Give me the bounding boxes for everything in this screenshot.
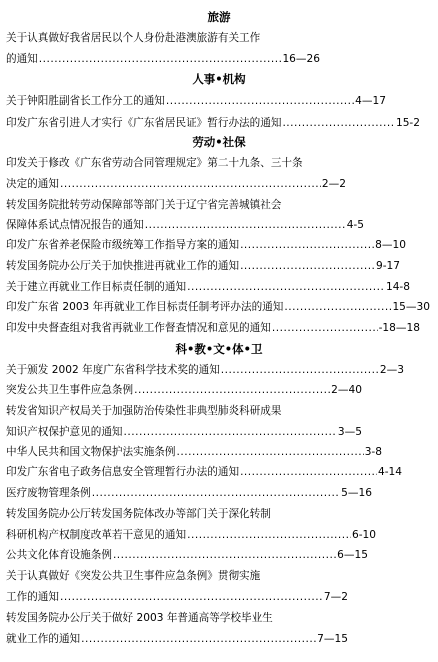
toc-page-number: 2—40 (331, 384, 362, 396)
toc-entry (6, 320, 420, 336)
toc-entry-title: 知识产权保护意见的通知 (6, 426, 123, 438)
toc-page-number: 4-14 (377, 466, 402, 478)
toc-entry-title: 科研机构产权制度改革若干意见的通知 (6, 529, 187, 541)
toc-entry (6, 176, 346, 192)
toc-entry-title: 中华人民共和国文物保护法实施条例 (6, 446, 176, 458)
toc-page-number: 3-8 (364, 446, 382, 458)
toc-entry (6, 217, 364, 233)
toc-entry-title: 关于建立再就业工作目标责任制的通知 (6, 281, 187, 293)
dot-leader (134, 382, 330, 398)
toc-entry (6, 299, 430, 315)
toc-page-number: 4—17 (355, 95, 386, 107)
dot-leader (113, 547, 336, 563)
toc-entry-title: 印发广东省 2003 年再就业工作目标责任制考评办法的通知 (6, 301, 284, 313)
toc-entry (6, 279, 410, 295)
dot-leader (240, 464, 377, 480)
section-heading-science-education: 科•教•文•体•卫 (175, 342, 263, 356)
toc-entry-title: 转发国务院办公厅关于加快推进再就业工作的通知 (6, 260, 240, 272)
toc-page-number: 2—2 (321, 178, 346, 190)
toc-entry-title: 突发公共卫生事件应急条例 (6, 384, 134, 396)
dot-leader (145, 217, 346, 233)
toc-entry-title: 的通知 (6, 53, 38, 65)
toc-entry (6, 444, 382, 460)
dot-leader (240, 258, 375, 274)
toc-entry-title: 决定的通知 (6, 178, 59, 190)
dot-leader (124, 424, 337, 440)
toc-entry (6, 589, 348, 605)
toc-page-number: 6-10 (351, 529, 376, 541)
toc-entry-title: 印发广东省电子政务信息安全管理暂行办法的通知 (6, 466, 240, 478)
toc-entry (6, 382, 362, 398)
toc-entry-title: 医疗废物管理条例 (6, 487, 91, 499)
toc-entry-line: 关于认真做好《突发公共卫生事件应急条例》贯彻实施 (6, 570, 261, 582)
dot-leader (187, 279, 385, 295)
dot-leader (221, 362, 379, 378)
toc-entry-line: 转发国务院办公厅转发国务院体改办等部门关于深化转制 (6, 508, 271, 520)
dot-leader (92, 485, 340, 501)
dot-leader (187, 527, 351, 543)
toc-page-number: 7—2 (323, 591, 348, 603)
toc-entry (6, 485, 372, 501)
toc-page-number: 15-2 (395, 117, 420, 129)
toc-entry-title: 关于颁发 2002 年度广东省科学技术奖的通知 (6, 364, 220, 376)
section-heading-labor: 劳动•社保 (192, 135, 246, 149)
dot-leader (166, 93, 354, 109)
toc-page-number: 3—5 (337, 426, 362, 438)
dot-leader (39, 51, 282, 67)
toc-entry (6, 237, 406, 253)
toc-entry-title: 印发广东省引进人才实行《广东省居民证》暂行办法的通知 (6, 117, 282, 129)
toc-page-number: 5—16 (341, 487, 372, 499)
toc-entry (6, 631, 348, 647)
toc-page-number: 15—30 (392, 301, 430, 313)
toc-entry (6, 464, 402, 480)
toc-page-number: 8—10 (375, 239, 406, 251)
toc-entry-line: 印发关于修改《广东省劳动合同管理规定》第二十九条、三十条 (6, 157, 303, 169)
toc-entry (6, 527, 376, 543)
toc-entry-line: 转发省知识产权局关于加强防治传染性非典型肺炎科研成果 (6, 405, 282, 417)
dot-leader (60, 589, 323, 605)
toc-entry-title: 保障体系试点情况报告的通知 (6, 219, 144, 231)
dot-leader (81, 631, 316, 647)
section-heading-personnel: 人事•机构 (192, 72, 246, 86)
dot-leader (60, 176, 321, 192)
toc-page-number: 4-5 (346, 219, 364, 231)
toc-entry-title: 工作的通知 (6, 591, 59, 603)
toc-entry (6, 93, 386, 109)
toc-page-number: 16—26 (282, 53, 320, 65)
toc-page-number: 14-8 (385, 281, 410, 293)
dot-leader (272, 320, 378, 336)
toc-entry (6, 115, 420, 131)
dot-leader (284, 299, 391, 315)
dot-leader (240, 237, 374, 253)
toc-page-number: 7—15 (317, 633, 348, 645)
toc-entry-title: 关于钟阳胜副省长工作分工的通知 (6, 95, 165, 107)
toc-entry (6, 547, 368, 563)
toc-entry-line: 转发国务院批转劳动保障部等部门关于辽宁省完善城镇社会 (6, 199, 282, 211)
toc-entry-title: 印发中央督查组对我省再就业工作督查情况和意见的通知 (6, 322, 271, 334)
dot-leader (177, 444, 364, 460)
dot-leader (282, 115, 395, 131)
toc-page-number: 6—15 (337, 549, 368, 561)
toc-entry-title: 印发广东省养老保险市级统筹工作指导方案的通知 (6, 239, 240, 251)
section-heading-tourism: 旅游 (207, 10, 231, 24)
toc-entry-line: 关于认真做好我省居民以个人身份赴港澳旅游有关工作 (6, 32, 261, 44)
toc-entry-line: 转发国务院办公厅关于做好 2003 年普通高等学校毕业生 (6, 612, 273, 624)
toc-entry (6, 424, 362, 440)
toc-entry-title: 公共文化体育设施条例 (6, 549, 112, 561)
toc-page-number: 9-17 (375, 260, 400, 272)
toc-entry-title: 就业工作的通知 (6, 633, 81, 645)
toc-entry (6, 362, 404, 378)
toc-entry (6, 258, 400, 274)
toc-page-number: -18—18 (378, 322, 420, 334)
toc-page-number: 2—3 (379, 364, 404, 376)
toc-entry (6, 51, 320, 67)
